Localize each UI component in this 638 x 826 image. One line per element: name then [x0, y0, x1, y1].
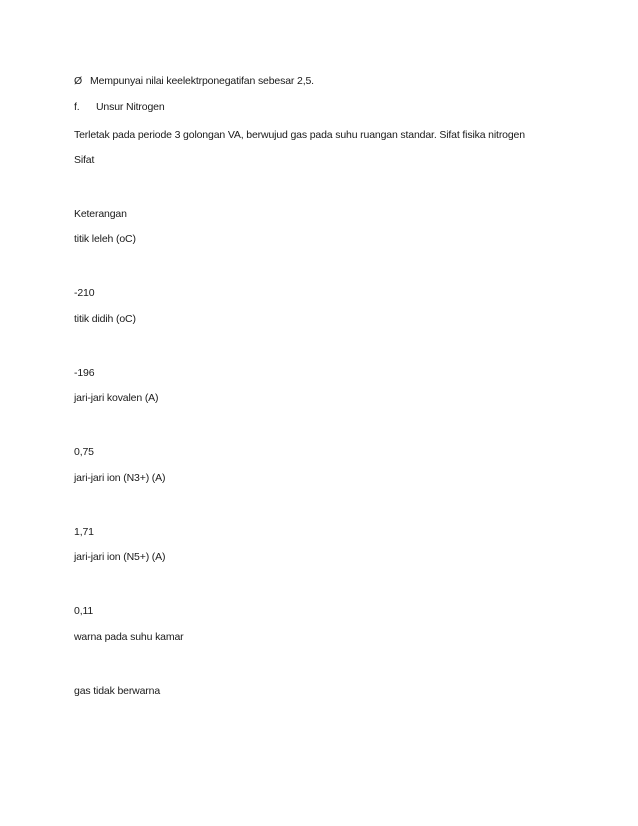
- bullet-line: [74, 75, 314, 88]
- row-value: -210: [74, 287, 95, 299]
- row-property: titik didih (oC): [74, 313, 136, 325]
- row-property: jari-jari kovalen (A): [74, 392, 159, 404]
- header-property: Sifat: [74, 154, 95, 166]
- section-title: Unsur Nitrogen: [96, 101, 165, 113]
- header-value: Keterangan: [74, 208, 127, 220]
- section-heading: [74, 101, 165, 114]
- intro-paragraph: Terletak pada periode 3 golongan VA, berwujud gas pada suhu ruangan standar. Sifat fisika nitrogen: [74, 129, 525, 141]
- row-property: titik leleh (oC): [74, 233, 136, 245]
- section-number: f.: [74, 101, 80, 113]
- row-value: -196: [74, 367, 95, 379]
- bullet-text: Mempunyai nilai keelektrponegatifan sebesar 2,5.: [90, 75, 314, 87]
- row-value: gas tidak berwarna: [74, 685, 161, 697]
- row-value: 1,71: [74, 526, 94, 538]
- row-property: jari-jari ion (N5+) (A): [74, 551, 166, 563]
- row-property: warna pada suhu kamar: [74, 631, 184, 643]
- row-value: 0,75: [74, 446, 94, 458]
- row-property: jari-jari ion (N3+) (A): [74, 472, 166, 484]
- row-value: 0,11: [74, 605, 94, 617]
- bullet-symbol: Ø: [74, 75, 83, 87]
